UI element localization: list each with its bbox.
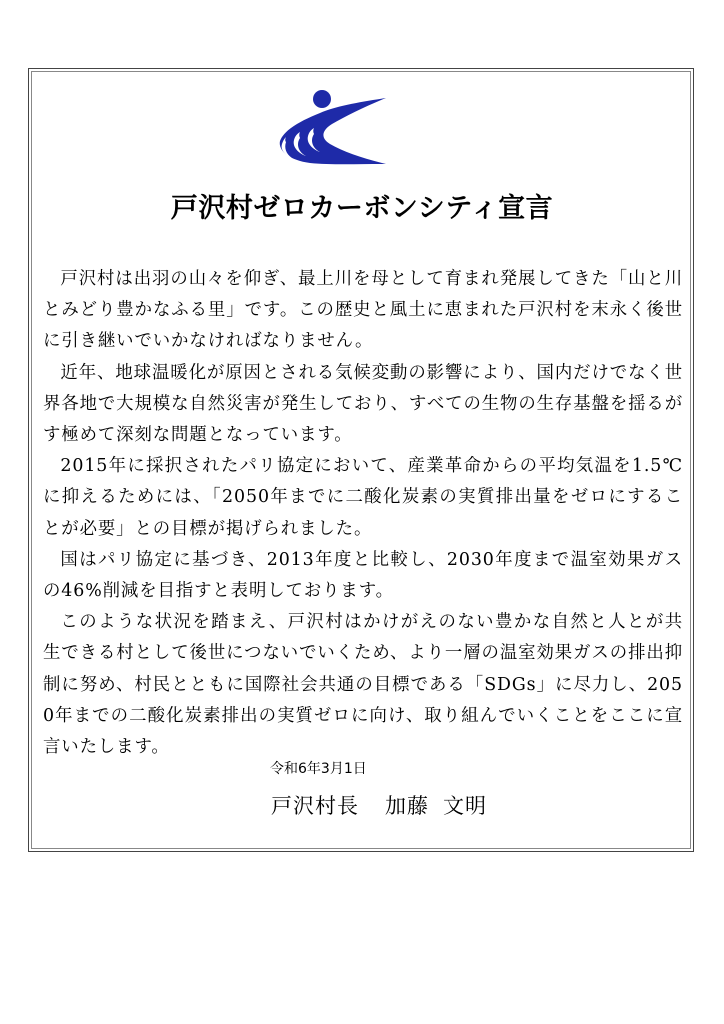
paragraph-climate-change: 近年、地球温暖化が原因とされる気候変動の影響により、国内だけでなく世界各地で大規模な自然災害が発生しており、すべての生物の生存基盤を揺るがす極めて深刻な問題となっています。 bbox=[43, 362, 683, 446]
paragraph-heritage: 戸沢村は出羽の山々を仰ぎ、最上川を母として育まれ発展してきた「山と川とみどり豊かなふる里」です。この歴史と風土に恵まれた戸沢村を末永く後世に引き継いでいかなければなりません。 bbox=[43, 269, 683, 352]
paragraph-national-target: 国はパリ協定に基づき、2013年度と比較し、2030年度まで温室効果ガスの46%削減を目指すと表明しております。 bbox=[43, 549, 683, 602]
village-emblem-icon bbox=[270, 86, 390, 170]
signature-family-name: 加藤 bbox=[385, 794, 429, 818]
paragraph-declaration: このような状況を踏まえ、戸沢村はかけがえのない豊かな自然と人とが共生できる村として後世につないでいくため、より一層の温室効果ガスの排出抑制に努め、村民とともに国際社会共通の目標である「SDGs」に尽力し、2050年までの二酸化炭素排出の実質ゼロに向け、取り組んでいくことをここに宣言いたします。 bbox=[43, 612, 683, 758]
declaration-body bbox=[43, 264, 683, 763]
signature-given-name: 文明 bbox=[443, 794, 487, 818]
paragraph-paris-agreement: 2015年に採択されたパリ協定において、産業革命からの平均気温を1.5℃に抑えるためには、「2050年までに二酸化炭素の実質排出量をゼロにすることが必要」との目標が掲げられました。 bbox=[43, 456, 683, 539]
page-title: 戸沢村ゼロカーボンシティ宣言 bbox=[170, 193, 554, 224]
declaration-date: 令和6年3月1日 bbox=[270, 761, 367, 777]
signature-position: 戸沢村長 bbox=[271, 794, 359, 818]
signature bbox=[271, 790, 487, 820]
